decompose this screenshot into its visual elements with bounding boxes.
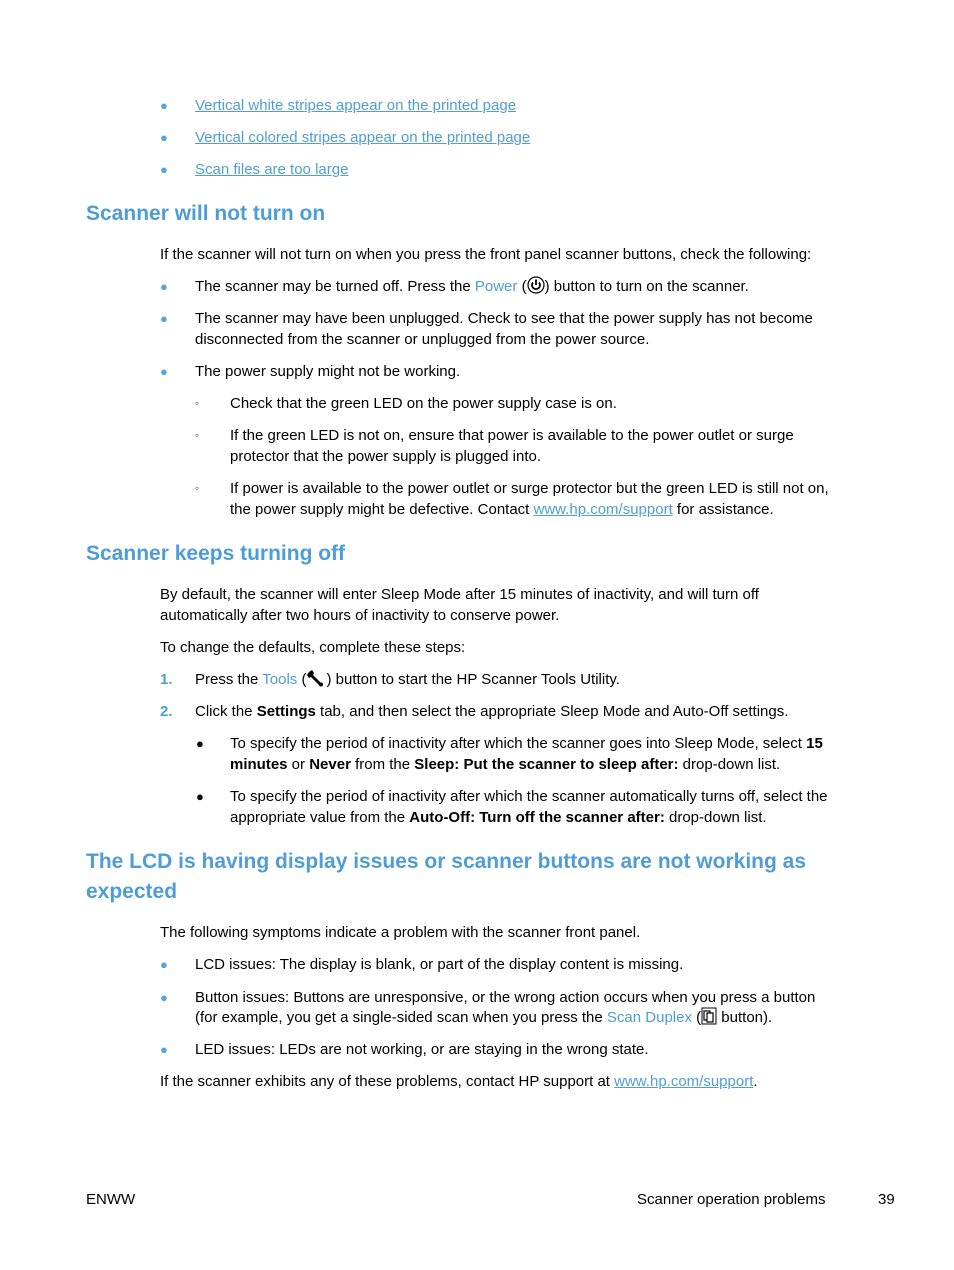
toc-link-scan-files[interactable]: Scan files are too large (195, 161, 349, 178)
power-button-ref: Power (474, 278, 518, 295)
text: drop-down list. (678, 756, 781, 773)
text: or (287, 756, 310, 773)
bullet: ● (196, 789, 204, 804)
paren: ( (301, 671, 307, 688)
list-text: ) button to turn on the scanner. (544, 278, 749, 295)
sub-list-item-cont (230, 499, 774, 520)
settings-tab-ref: Settings (256, 703, 316, 720)
hp-support-link[interactable]: www.hp.com/support (614, 1073, 754, 1090)
bullet: ● (160, 1042, 168, 1057)
text: tab, and then select the appropriate Sleep Mode and Auto-Off settings. (315, 703, 789, 720)
sub-list-item-cont (230, 807, 767, 828)
bold-text: Auto-Off: Turn off the scanner after: (409, 809, 665, 826)
tools-button-ref: Tools (262, 671, 298, 688)
paragraph: If the scanner will not turn on when you press the front panel scanner buttons, check the following: (160, 246, 812, 263)
paragraph: To change the defaults, complete these steps: (160, 639, 466, 656)
bold-text: Never (309, 756, 351, 773)
page-number: 39 (878, 1191, 895, 1208)
list-item: Button issues: Buttons are unresponsive, or the wrong action occurs when you press a button (195, 989, 816, 1006)
sub-bullet: ◦ (195, 481, 200, 495)
sub-list-item-cont: protector that the power supply is plugged into. (230, 448, 542, 465)
scan-duplex-ref: Scan Duplex (606, 1009, 692, 1026)
sub-list-item: If power is available to the power outlet or surge protector but the green LED is still not on, (230, 480, 829, 497)
text: for assistance. (672, 501, 774, 518)
text: If the scanner exhibits any of these problems, contact HP support at (160, 1073, 615, 1090)
list-text: The scanner may be turned off. Press the (195, 278, 475, 295)
text: Click the (195, 703, 257, 720)
text: button). (717, 1009, 773, 1026)
bullet: ● (160, 364, 168, 379)
text: appropriate value from the (230, 809, 410, 826)
list-item-cont (195, 1007, 772, 1031)
sub-list-item-cont (230, 754, 780, 775)
section-heading-keeps-turning-off: Scanner keeps turning off (86, 542, 346, 565)
paren: ( (696, 1009, 702, 1026)
list-item: LCD issues: The display is blank, or part of the display content is missing. (195, 956, 684, 973)
sub-bullet: ◦ (195, 428, 200, 442)
text: ) button to start the HP Scanner Tools Utility. (326, 671, 620, 688)
bullet: ● (160, 311, 168, 326)
footer-section: Scanner operation problems (637, 1191, 826, 1208)
text: . (753, 1073, 758, 1090)
bullet: ● (160, 162, 168, 177)
bullet: ● (160, 130, 168, 145)
section-heading-lcd: The LCD is having display issues or scanner buttons are not working as (86, 850, 806, 873)
text: Press the (195, 671, 263, 688)
list-item (195, 276, 749, 300)
toc-link-colored-stripes[interactable]: Vertical colored stripes appear on the printed page (195, 129, 531, 146)
text: To specify the period of inactivity after which the scanner goes into Sleep Mode, select (230, 735, 807, 752)
bullet: ● (196, 736, 204, 751)
sub-bullet: ◦ (195, 396, 200, 410)
step-number: 1. (160, 671, 173, 688)
step-item (195, 669, 620, 693)
paren: ( (521, 278, 527, 295)
list-item: LED issues: LEDs are not working, or are staying in the wrong state. (195, 1041, 649, 1058)
list-item-cont: disconnected from the scanner or unplugged from the power source. (195, 331, 650, 348)
step-number: 2. (160, 703, 173, 720)
section-heading-lcd-cont: expected (86, 880, 178, 903)
list-item: The power supply might not be working. (195, 363, 461, 380)
list-item: The scanner may have been unplugged. Check to see that the power supply has not become (195, 310, 813, 327)
text: (for example, you get a single-sided scan when you press the (195, 1009, 607, 1026)
step-item (195, 701, 788, 722)
bullet: ● (160, 990, 168, 1005)
paragraph-cont: automatically after two hours of inactivity to conserve power. (160, 607, 560, 624)
bullet: ● (160, 957, 168, 972)
bold-text: Sleep: Put the scanner to sleep after: (414, 756, 679, 773)
text: from the (350, 756, 415, 773)
sub-list-item: Check that the green LED on the power supply case is on. (230, 395, 617, 412)
bullet: ● (160, 98, 168, 113)
paragraph: The following symptoms indicate a problem with the scanner front panel. (160, 924, 641, 941)
duplex-icon (701, 1007, 717, 1031)
footer-left: ENWW (86, 1191, 136, 1208)
toc-link-white-stripes[interactable]: Vertical white stripes appear on the printed page (195, 97, 517, 114)
paragraph (160, 1071, 758, 1092)
section-heading-not-turn-on: Scanner will not turn on (86, 202, 326, 225)
bullet: ● (160, 279, 168, 294)
power-icon (527, 276, 545, 300)
wrench-icon (306, 669, 326, 693)
bold-text: minutes (230, 756, 288, 773)
text: drop-down list. (664, 809, 767, 826)
text: the power supply might be defective. Contact (230, 501, 534, 518)
paragraph: By default, the scanner will enter Sleep Mode after 15 minutes of inactivity, and will turn off (160, 586, 759, 603)
bold-text: 15 (806, 735, 823, 752)
sub-list-item (230, 733, 823, 754)
sub-list-item: If the green LED is not on, ensure that power is available to the power outlet or surge (230, 427, 794, 444)
sub-list-item: To specify the period of inactivity after which the scanner automatically turns off, select the (230, 788, 828, 805)
hp-support-link[interactable]: www.hp.com/support (533, 501, 673, 518)
